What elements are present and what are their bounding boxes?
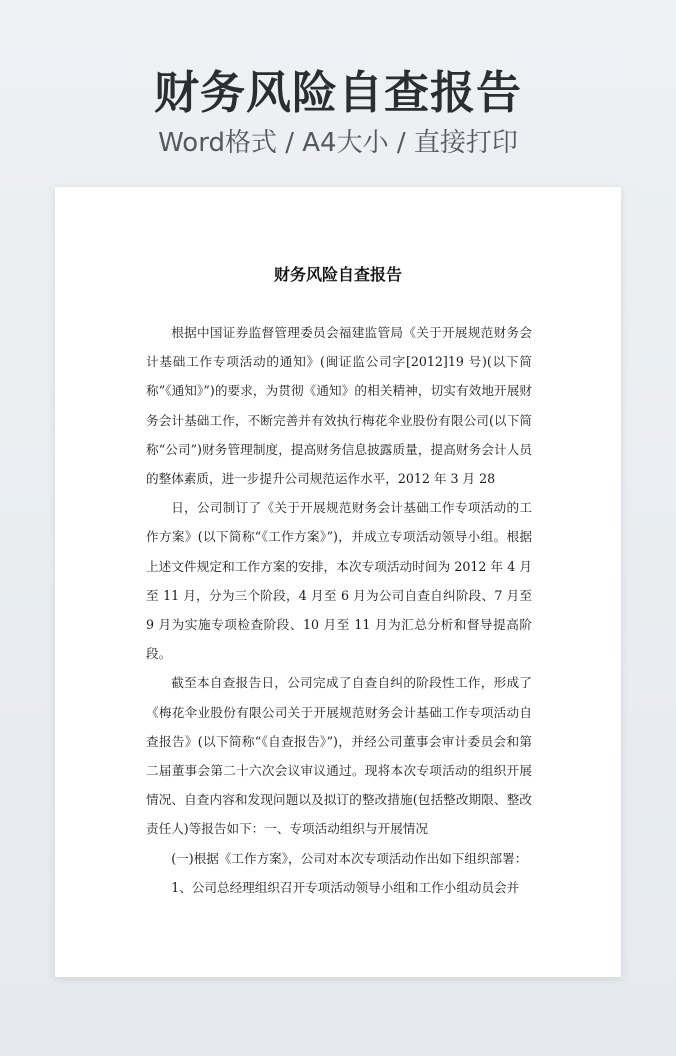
paragraph: (一)根据《工作方案》，公司对本次专项活动作出如下组织部署： — [171, 850, 528, 866]
banner — [0, 62, 676, 160]
document-title: 财务风险自查报告 — [273, 265, 402, 284]
paragraph: 日，公司制订了《关于开展规范财务会计基础工作专项活动的工作方案》(以下简称“《工作方案》”)，并成立专项活动领导小组。根据上述文件规定和工作方案的安排，本次专项活动时间为 2012 年 4 月至 11 月，分为三个阶段，4 月至 6 月为公司自查自纠阶段、7 月至 9 月为实施专项检查阶段、10 月至 11 月为汇总分析和督导提高阶段。 — [146, 500, 532, 662]
paragraph: 1、公司总经理组织召开专项活动领导小组和工作小组动员会并 — [171, 879, 520, 895]
paragraph: 根据中国证券监督管理委员会福建监管局《关于开展规范财务会计基础工作专项活动的通知》(闽证监公司字[2012]19 号)(以下简称”《通知》”)的要求，为贯彻《通知》的相关精神，切实有效地开展财务会计基础工作，不断完善并有效执行梅花伞业股份有限公司(以下简称“公司”)财务管理制度，提高财务信息披露质量，提高财务会计人员的整体素质，进一步提升公司规范运作水平，2012 年 3 月 28 — [146, 325, 532, 487]
document-page — [55, 187, 621, 977]
document-body — [146, 318, 532, 902]
banner-subtitle: Word格式 / A4大小 / 直接打印 — [158, 128, 518, 158]
paragraph: 截至本自查报告日，公司完成了自查自纠的阶段性工作，形成了《梅花伞业股份有限公司关于开展规范财务会计基础工作专项活动自查报告》(以下简称“《自查报告》”)，并经公司董事会审计委员会和第二届董事会第二十六次会议审议通过。现将本次专项活动的组织开展情况、自查内容和发现问题以及拟订的整改措施(包括整改期限、整改责任人)等报告如下：一、专项活动组织与开展情况 — [146, 675, 532, 837]
banner-title: 财务风险自查报告 — [153, 66, 522, 119]
